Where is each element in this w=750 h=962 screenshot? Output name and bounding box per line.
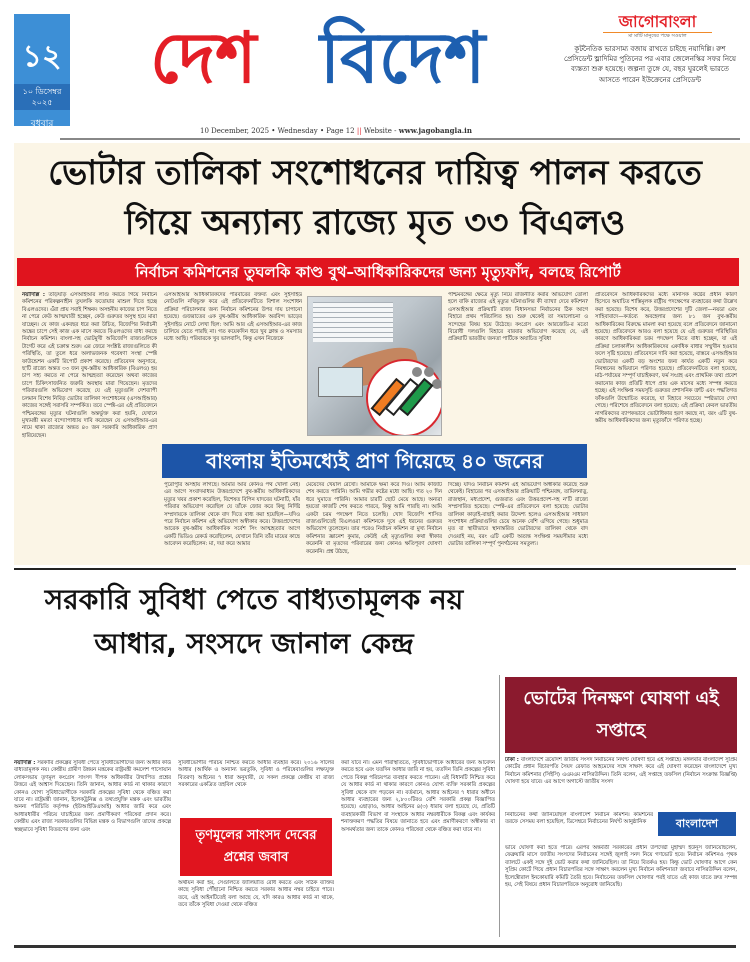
- masthead-rule: [60, 138, 740, 140]
- page-number: ১২: [22, 39, 62, 74]
- dateline-separator: ||: [356, 127, 362, 135]
- lead-column-3-bottom: মেয়েদের খেয়াল রেখো। আমাকে ক্ষমা করে দিও। আমি কাজটি শেষ করতে পারিনি। আমি গভীর কষ্টের মধ্যে আছি। গত ২০ দিন ধরে ঘুমাতে পারিনি। আমার চারটি ছোট মেয়ে আছে। অন্যরা হয়তো কাজটি শেষ করতে পারবে, কিন্তু আমি পারছি না। আমি একটা চরম পদক্ষেপ নিতে চলেছি। খোদ বিজেপি শাসিত রাজ্যগুলিতেই বিএলওরা কমিশনকে দুষে এই ধরনের গুরুতর অভিযোগ তুলেছেন। তার পরেও নির্বাচন কমিশন বা মুখ্য নির্বাচন কমিশনার জ্ঞানেশ কুমার, কেউই এই মৃত্যুগুলির কথা স্বীকার করেননি বা মৃতদের পরিবারের জন্য কোনও ক্ষতিপূরণ ঘোষণা করেননি। প্রশ্ন উঠছে,: [306, 482, 442, 555]
- lead-column-2-bottom: পুরোপুরি অসহায় লাগছে। আমার আর কোনও পথ খোলা নেই। এর আগে সংবাদমাধ্যম উত্তরপ্রদেশে বুথ-স্তরীয় আধিকারিকদের মৃত্যুর খবর প্রকাশ করেছিল, বিশেষত বিপিন যাদবের ঘটনাটি, যাঁর পরিবার অভিযোগ করেছিল যে তাঁকে জোর করে কিছু নির্দিষ্ট সম্প্রদায়কে তালিকা থেকে বাদ দিতে বাধ্য করা হয়েছিল—যদিও পরে নির্বাচন কমিশন এই অভিযোগ অস্বীকার করে। উত্তরপ্রদেশের আরেক বুথ-স্তরীয় আধিকারিক সর্বেশ সিং আত্মহত্যার আগে একটি ভিডিও রেকর্ড করেছিলেন, যেখানে তিনি তাঁর মায়ের কাছে আবেদন করেছিলেন: মা, দয়া করে আমার: [164, 482, 300, 548]
- issue-day: বুধবার: [30, 119, 54, 129]
- brand-tagline: মা মাটি মানুষের পক্ষে সওয়াল: [603, 32, 712, 40]
- bangladesh-headline: ভোটের দিনক্ষণ ঘোষণা এই সপ্তাহে: [505, 677, 737, 753]
- website-label: Website -: [363, 127, 399, 135]
- ballot-sheet: [313, 302, 393, 342]
- aadhaar-column-3: করা যাবে না। এমন পরিস্থিতিতে, সুবিধাভোগীকে আধারের জন্য আবেদন করতে হবে এবং যতদিন আধার জারি না হয়, ততদিন তিনি প্রকল্পের সুবিধা পেতে বিকল্প পরিচয়পত্র ব্যবহার করতে পারেন। এই বিধানটি নিশ্চিত করে যে আধার কার্ড না থাকার কারণে কোনও যোগ্য ব্যক্তি সরকারি প্রকল্পের সুবিধা থেকে বাদ পড়বেন না। বর্তমানে, আধার আইনের ৭ ধারার অধীনে আধার ব্যবহারের জন্য ২,৮০০টিরও বেশি সরকারি প্রকল্প বিজ্ঞাপিত হয়েছে। এছাড়াও, আধার আইনের ৪(৩) ধারায় বলা হয়েছে যে, প্রতিটি ব্যবহারকারী বিভাগ বা সংস্থাকে আধার নম্বরধারীকে বিকল্প এবং কার্যকর শনাক্তকরণ পদ্ধতির বিষয়ে জানাতে হবে এবং প্রমাণীকরণে অস্বীকার বা অসমর্থতার জন্য তাকে কোনও পরিষেবা থেকে বঞ্চিত করা যাবে না।: [341, 760, 495, 833]
- issue-date: ১০ ডিসেম্বর ২০২৫: [14, 84, 70, 110]
- dateline: [200, 126, 550, 135]
- footer-rule: [14, 945, 736, 948]
- bangladesh-dateline: ঢাকা :: [505, 757, 521, 763]
- section-divider: [14, 568, 736, 570]
- aadhaar-column-2-bottom: অর্থায়ন করা হয়, সেগুলিতে জালিয়াতি রোধ করতে এবং সঠিক ব্যক্তির কাছে সুবিধা পৌঁছানো নিশ্চিত করতে সরকার আধার নম্বর চাইতে পারে। তবে, এই আইনটিতেই বলা আছে যে, যদি কারও আধার কার্ড না থাকে, তবে তাঁকে সুবিধা দেওয়া থেকে বঞ্চিত: [178, 880, 334, 909]
- lead-inner-strap: বাংলায় ইতিমধ্যেই প্রাণ গিয়েছে ৪০ জনের: [162, 444, 587, 478]
- lead-column-4-bottom: দিচ্ছে। যদিও নির্বাচন কমিশন এই অভিযোগ অস্বীকার করেছে শুরু থেকেই। বিহারের পর এসআইআর প্রক্রিয়াটি পশ্চিমবঙ্গ, তামিলনাড়ু, রাজস্থান, মধ্যপ্রদেশ, গুজরাত এবং উত্তরপ্রদেশ-সহ ন'টি রাজ্যে সম্প্রসারিত হয়েছে। স্পেক্ট-এর প্রতিবেদনে বলা হয়েছে: ভোটার তালিকা কাড়াই-বাছাই করার উদ্দেশ্য হলেও এসআইআর সাধারণ সংশোধন প্রক্রিয়াগুলির চেয়ে অনেক বেশি এগিয়ে গেছে। শুধুমাত্র মৃত বা স্থায়ীভাবে স্থানান্তরিত ভোটারদের তালিকা থেকে বাদ দেওয়াই নয়, বরং এটি একটি অত্যন্ত সংক্ষিপ্ত সময়সীমার মধ্যে ভোটার তালিকা সম্পূর্ণ পুনর্গঠনের সমতুল্য।: [448, 482, 588, 548]
- lead-column-1: [22, 292, 157, 562]
- section-title-part2: বিদেশ: [320, 17, 486, 99]
- bangladesh-tag: বাংলাদেশ: [658, 812, 736, 836]
- page-date-box: [14, 14, 70, 129]
- section-title-part1: দেশ: [150, 17, 257, 99]
- lead-column-3-top: পশ্চিমবঙ্গের ক্ষেত্রে মৃত্যু নিয়ে রাজনীতি করার অভিযোগ তোলা হলে বাকি রাজ্যের এই মৃত্যুর ঘটনাগুলির কী ব্যাখ্যা দেবে কমিশন? এসআইআর প্রক্রিয়াটি রাজ্য বিধানসভা নির্বাচনের ঠিক আগে বিহারে প্রথম পরিচালিত হয়। শুরু থেকেই তা সমালোচনা ও সন্দেহের বিষয় হয়ে উঠেছে। কংগ্রেস এবং আরজেডি-র মতো বিরোধী দলগুলি বিহারে বারবার অভিযোগ করেছে যে, এই প্রক্রিয়াটি ভারতীয় জনতা পার্টিকে অযাচিত সুবিধা: [448, 292, 588, 343]
- lead-column-5: প্রতিবেদনে আধিকারিকদের মধ্যে মানসিক কষ্টের প্রধান কারণ হিসেবে অযাচিত শাস্তিমূলক রাষ্ট্রীয় পদক্ষেপের ব্যবহারের কথা উল্লেখ করা হয়েছে। বিশেষ করে, উত্তরপ্রদেশের দুটি জেলা—নয়ডা এবং সাহিবাবাদে—কর্তব্যে অবহেলার জন্য ৮১ জন বুথ-স্তরীয় আধিকারিকের বিরুদ্ধে মামলা করা হয়েছে বলে প্রতিবেদনে জানানো হয়েছে। প্রতিবেদনে আরও বলা হয়েছে যে এই গুরুতর পরিস্থিতির কারণে আধিকারিকরা চরম পদক্ষেপ নিতে বাধ্য হচ্ছেন, যা এই প্রক্রিয়া চলাকালীন আধিকারিকদের একাধিক বাধার সম্মুখীন হওয়ার ফলে সৃষ্টি হয়েছে। প্রতিবেদনে দাবি করা হয়েছে, বাস্তবে এসআইআর ভোটারদের একটি বড় অংশের জন্য কার্যত একটি নতুন করে নিবন্ধনের অভিযানে পরিণত হয়েছে। প্রতিবেদনটিতে বলা হয়েছে, মাঠ-পর্যায়ের সম্পূর্ণ যাচাইকরণ, ফর্ম সংগ্রহ এবং প্রাথমিক তথ্য প্রবেশ করানোর কাজ প্রতিটি ধাপে প্রায় এক মাসের মধ্যে সম্পন্ন করতে হচ্ছে। এই সংক্ষিপ্ত সময়সূচি গুরুতর প্রশাসনিক ত্রুটি এবং পদ্ধতিগত ফাঁকগুলি উন্মোচিত করেছে, যা বিহারে সবচেয়ে স্পষ্টভাবে দেখা গেছে। পরিশেষে প্রতিবেদনে বলা হয়েছে: এই প্রক্রিয়া কেবল ভারতীয় নাগরিকদের ব্যাপকভাবে ভোটাধিকার হরণ করছে না, বরং এটি বুথ-স্তরীয় আধিকারিকদের জন্য মৃত্যুফাঁদে পরিণত হচ্ছে।: [595, 292, 737, 424]
- brand-name: জাগোবাংলা: [618, 12, 697, 31]
- bangladesh-body-top: [505, 757, 737, 809]
- website-link[interactable]: www.jagobangla.in: [398, 126, 472, 135]
- id-card: [318, 367, 363, 397]
- bangladesh-body-bottom: ভাবে ঘোষণা করা হতে পারে। এরপর অন্তর্বর্তী সরকারের প্রধান উপদেষ্টা মুহাম্মদ ইউনূস জানিয়েছিলেন, ফেব্রুয়ারি মাসে জাতীয় সংসদের নির্বাচনের সঙ্গেই জুলাই সনদ নিয়ে গণভোট হবে। নির্বাচন কমিশনও পৃথক ব্যালটে একই সঙ্গে দুই ভোট করার কথা জানিয়েছিল। তা নিয়ে বিতর্কও হয়। কিন্তু ভোট ঘোষণার আগে কেন সুপ্রিম কোর্টে গিয়ে প্রধান বিচারপতির সঙ্গে সাক্ষাৎ করলেন মুখ্য নির্বাচন কমিশনার? জবাবে নাসিরউদ্দিন বলেন, ইলেক্টোরাল ইনকোয়ারি কমিটি তৈরি হবে। নির্বাচনের তফসিল ঘোষণার পরই যাতে এই কাজ যাতে দ্রুত সম্পন্ন হয়, সেই বিষয়ে প্রধান বিচারপতিকে অনুরোধ জানিয়েছি।: [505, 845, 737, 889]
- aadhaar-headline: সরকারি সুবিধা পেতে বাধ্যতামূলক নয় আধার, সংসদে জানাল কেন্দ্র: [44, 583, 464, 660]
- brand-logo: [585, 12, 730, 40]
- lead-strapline: নির্বাচন কমিশনের তুঘলকি কাণ্ড বুথ–আধিকারিকদের জন্য মৃত্যুফাঁদ, বলছে রিপোর্ট: [17, 258, 739, 286]
- lead-column-2-top: এসআইআর আধিকারিকদের পরিবারের বক্তব্য এবং সুইসাইড নোটগুলি নথিভুক্ত করে এই প্রতিবেদনটিতে বিশাল সংশোধন প্রক্রিয়া পরিচালনার জন্য নির্বাচন কমিশনের উপর দায় চাপানো হয়েছে। গুজরাতের এক বুথ-স্তরীয় আধিকারিক অরবিন্দ ভাড়ের সুইসাইড নোটে লেখা ছিল: আমি আর এই এসআইআর-এর কাজ চালিয়ে যেতে পারছি না। গত কয়েকদিন ধরে খুব ক্লান্ত ও সমস্যার মধ্যে আছি। পরিবারকে খুব ভালবাসি, কিন্তু এখন নিজেকে: [164, 292, 302, 343]
- lead-col1-text: তড়িঘড়ি এসআইআর লাগু করতে গিয়ে নির্বাচন কমিশনের পরিকল্পনাহীন তুঘলকি ফতোয়ার মাশুল দিতে হচ্ছে বিএলওদের। এঁরা প্রায় সবাই শিক্ষক। অসহনীয় কাজের চাপ নিতে না পেরে কেউ আত্মঘাতী হচ্ছেন, কেউ গুরুতর অসুস্থ হয়ে মারা যাচ্ছেন। যে কাজ একবছর ধরে করা উচিত, বিজেপির নির্বাচনী অঙ্কের চাপে সেই কাজ এক মাসে করতে বিএলওদের বাধ্য করছে নির্বাচন কমিশন। বাংলা-সহ ভোটমুখী অবিজেপি রাজ্যগুলিকে টার্গেট করে এই চক্রান্ত শুরু। এর জেরে সংশ্লিষ্ট রাজ্যগুলিতে কী পরিস্থিতি, তা তুলে ধরে অলাভজনক গবেষণা সংস্থা স্পেক্ট ফাউন্ডেশন একটি রিপোর্ট প্রকাশ করেছে। প্রতিবেদন অনুসারে, ছ'টি রাজ্যে অন্তত ৩৩ জন বুথ-স্তরীয় আধিকারিক (বিএলও) হয় চাপ সহ্য করতে না পেরে আত্মহত্যা করেছেন অথবা কাজের চাপে চিকিৎসাজনিত জরুরি অবস্থায় মারা গিয়েছেন। মৃতদের পরিবারগুলি অভিযোগ করেছে যে এই মৃত্যুগুলি দেশব্যাপী চলমান বিশেষ নিবিড় ভোটার তালিকা সংশোধনের (এসআইআর) কাজের সঙ্গেই সরাসরি সম্পর্কিত। তবে স্পেক্ট-এর এই প্রতিবেদনে পশ্চিমবঙ্গের মৃত্যুর ঘটনাগুলি অন্তর্ভুক্ত করা হয়নি, যেখানে মুখ্যমন্ত্রী মমতা বন্দ্যোপাধ্যায় দাবি করেছেন যে এসআইআর-এর নামে থাকা রাজ্যের অন্তত ৪০ জন সরকারি আধিকারিক প্রাণ হারিয়েছেন।: [22, 292, 157, 439]
- aadhaar-red-box: তৃণমূলের সাংসদ দেবের প্রশ্নের জবাব: [180, 818, 332, 876]
- aadhaar-dateline: নয়াদিল্লি :: [14, 760, 38, 766]
- aadhaar-col1-text: সরকারি প্রকল্পের সুবিধা পেতে সুবিধাভোগীদের জন্য আধার কার্ড বাধ্যতামূলক নয়। কেন্দ্রীয় গ্রামীণ উন্নয়ন মন্ত্রকের রাষ্ট্রমন্ত্রী কমলেশ পাসোয়ান লোকসভায় তৃণমূল কংগ্রেস সাংসদ দীপক অধিকারীর উত্থাপিত প্রশ্নের উত্তরে এই আশ্বাস দিয়েছেন। তিনি জানান, আধার কার্ড না থাকার কারণে কোনও যোগ্য সুবিধাভোগীকে সরকারি প্রকল্পের সুবিধা থেকে বঞ্চিত করা যাবে না। রাষ্ট্রমন্ত্রী জানান, ইলেকট্রনিক্স ও তথ্যপ্রযুক্তি মন্ত্রক এবং ভারতীয় অনন্য পরিচিতি কর্তৃপক্ষ (ইউআইডিএআই) আধার জারি করে এবং আধারধারীর পরিচয় যাচাইয়ের জন্য প্রমাণীকরণ পরিষেবা প্রদান করে। কেন্দ্রীয় এবং রাজ্য সরকারগুলির বিভিন্ন মন্ত্রক ও বিভাগগুলি তাদের প্রকল্পে স্বচ্ছভাবে সুবিধা বিতরণের জন্য এবং: [14, 760, 171, 833]
- aadhaar-column-2-top: সুবিধাভোগীর পরিচয় নিশ্চিত করতে আধার ব্যবহার করে। ২০১৬ সালের আধার (আর্থিক ও অন্যান্য ভরতুকি, সুবিধা ও পরিষেবাগুলির লক্ষ্যযুক্ত বিতরণ) আইনের ৭ ধারা অনুযায়ী, যে সকল প্রকল্পে কেন্দ্রীয় বা রাজ্য সরকারের একত্রিত তহবিল থেকে: [178, 760, 334, 789]
- election-commission-logo: [366, 359, 442, 436]
- bangladesh-body-wrap: নির্বাচনের কথা জানিয়েছিল বাংলাদেশ নির্বাচন কমিশন। কমিশনের তরফে সেসময় বলা হয়েছিল, ডিসেম্বরে নির্বাচনের নির্ঘণ্ট আনুষ্ঠানিক: [505, 812, 653, 826]
- teaser-text: কূটনৈতিক ভারসাম্য বজায় রাখতে চাইছে নয়াদিল্লি। রুশ প্রেসিডেন্ট ভ্লাদিমির পুতিনের পর এবার জেলেনস্কির সফর নিয়ে ব্যস্ততা শুরু হয়েছে। জল্পনা তুঙ্গে যে, বছর ঘুরলেই ভারতে আসতে পারেন ইউক্রেনের প্রেসিডেন্ট: [564, 45, 736, 84]
- lead-dateline: নয়াদিল্লি :: [22, 292, 49, 298]
- dateline-text: 10 December, 2025 • Wednesday • Page 12: [200, 127, 355, 135]
- ballot-photo: [307, 296, 442, 436]
- column-separator: [499, 675, 500, 937]
- bangladesh-top-text: বাংলাদেশে ত্রয়োদশ জাতীয় সংসদ নির্বাচনের নির্ঘণ্ট ঘোষণা হবে এই সপ্তাহে। মঙ্গলবার বাংলাদেশ সুপ্রিম কোর্টের প্রধান বিচারপতি সৈয়দ রেফাত আহমেদের সঙ্গে সাক্ষাৎ করে এই ঘোষণা করেছেন বাংলাদেশে মুখ্য নির্বাচন কমিশনার (সিইসি) এএমএম নাসিরউদ্দিন। তিনি বলেন, এই সপ্তাহে তফসিল (নির্বাচন সংক্রান্ত বিজ্ঞপ্তি) ঘোষণা হয়ে যাবে। এর আগে অগাস্টে জাতীয় সংসদ: [505, 757, 737, 786]
- section-logo: [150, 17, 550, 120]
- lead-headline: ভোটার তালিকা সংশোধনের দায়িত্ব পালন করতে গিয়ে অন্যান্য রাজ্যে মৃত ৩৩ বিএলও: [48, 153, 702, 243]
- aadhaar-column-1: [14, 760, 171, 940]
